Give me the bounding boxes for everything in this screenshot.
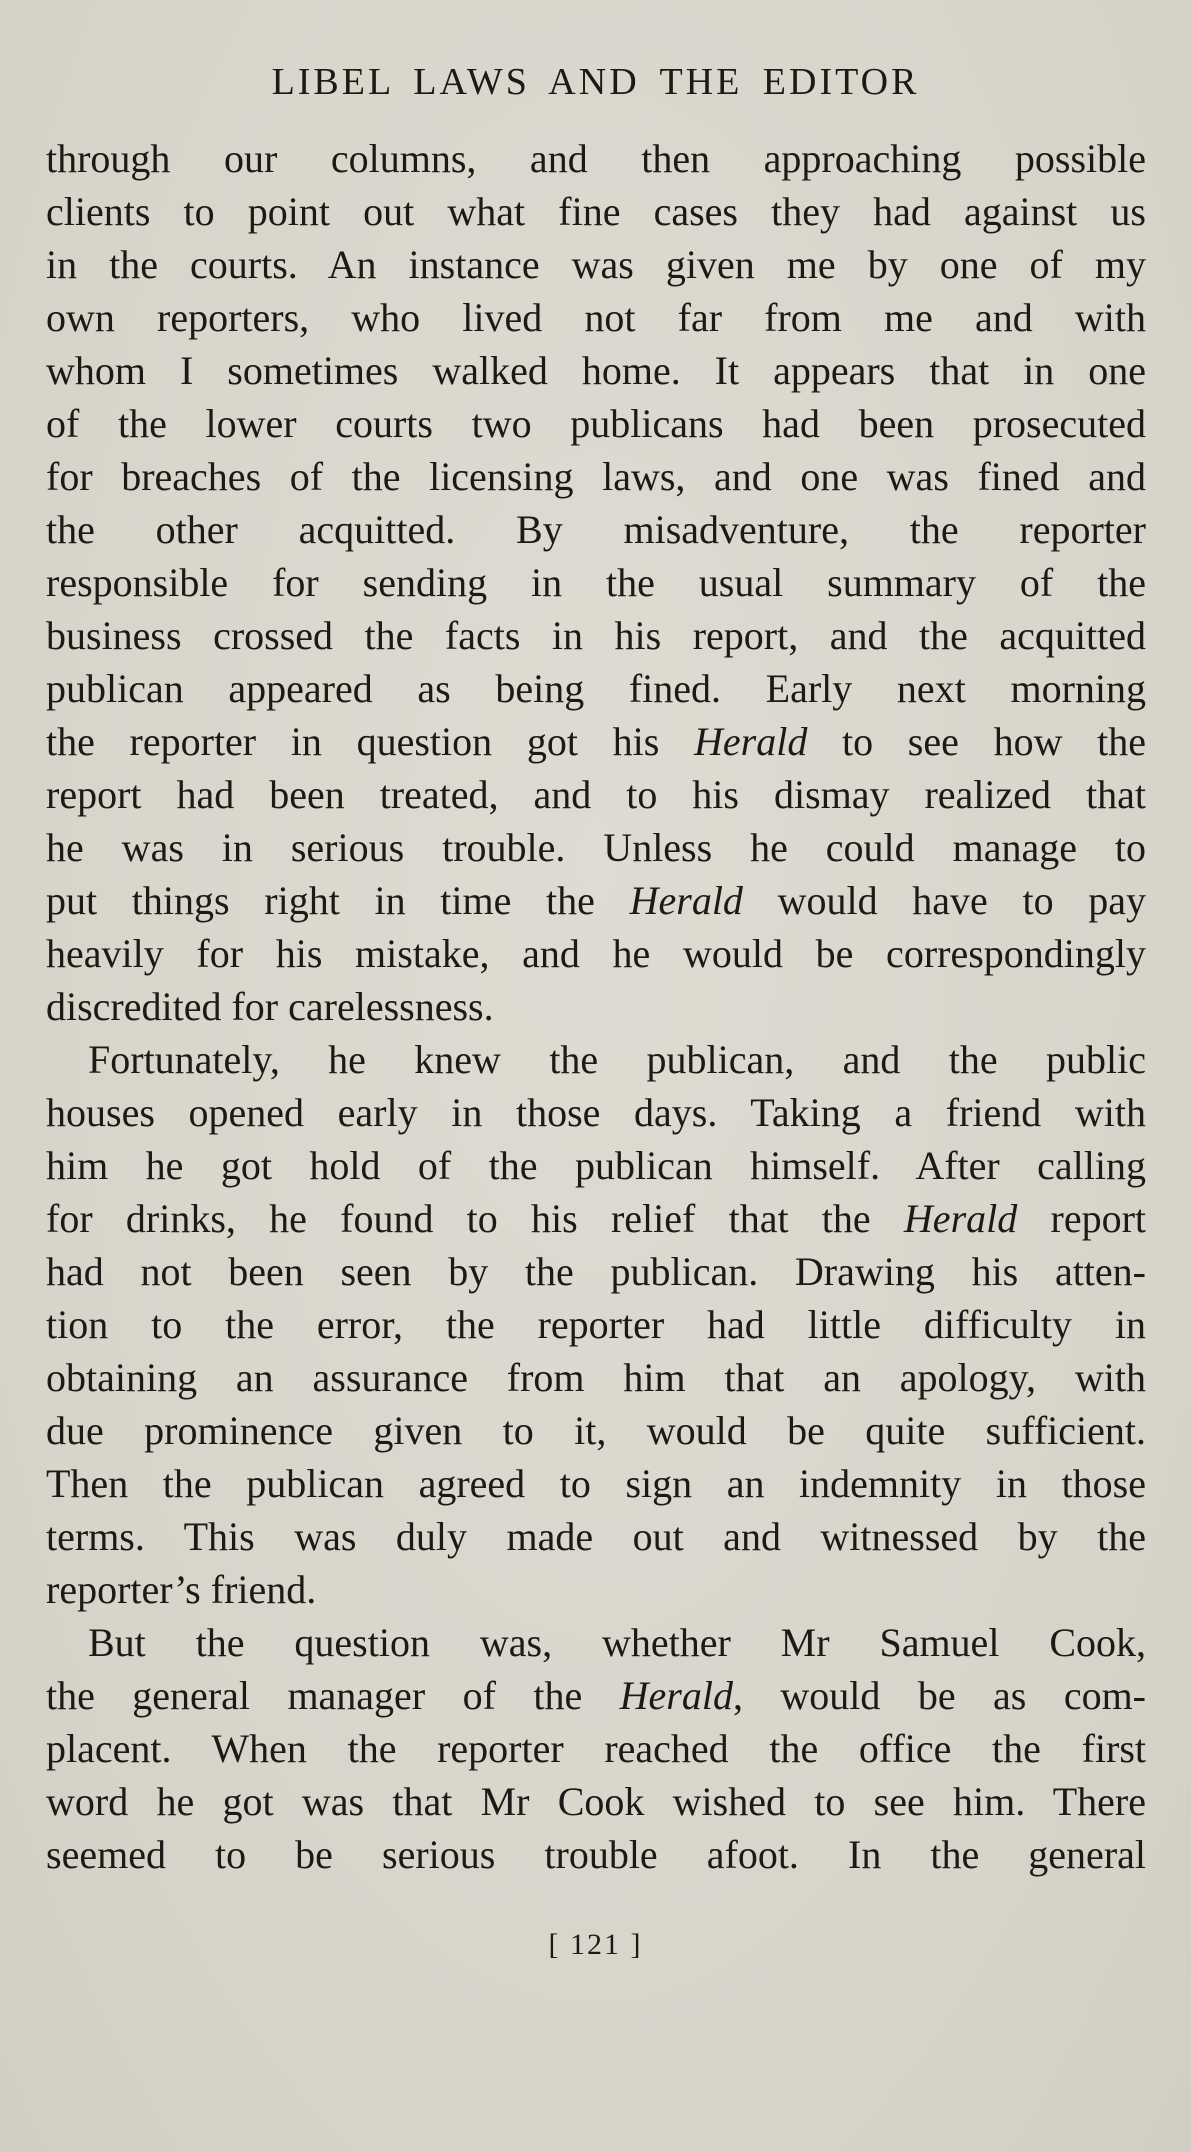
text-segment: put things right in time the xyxy=(46,878,595,923)
text-line xyxy=(46,874,1146,927)
text-line: business crossed the facts in his report, and the acquitted xyxy=(46,613,1146,658)
text-segment: to see how the xyxy=(842,719,1147,764)
text-line xyxy=(46,715,1146,768)
text-line: word he got was that Mr Cook wished to see him. There xyxy=(46,1779,1146,1824)
text-line: in the courts. An instance was given me by one of my xyxy=(46,242,1146,287)
text-line: of the lower courts two publicans had been prosecuted xyxy=(46,401,1146,446)
text-line: the other acquitted. By misadventure, the reporter xyxy=(46,507,1146,552)
text-line xyxy=(46,1192,1146,1245)
text-line: But the question was, whether Mr Samuel Cook, xyxy=(88,1620,1146,1665)
text-line: due prominence given to it, would be quite sufficient. xyxy=(46,1408,1146,1453)
text-line: reporter’s friend. xyxy=(46,1567,317,1612)
text-line: through our columns, and then approaching possible xyxy=(46,136,1146,181)
text-segment: the general manager of the xyxy=(46,1673,583,1718)
text-line: terms. This was duly made out and witnessed by the xyxy=(46,1514,1146,1559)
text-line: had not been seen by the publican. Drawing his atten- xyxy=(46,1249,1146,1294)
text-segment: report xyxy=(1050,1196,1147,1241)
text-line: clients to point out what fine cases they had against us xyxy=(46,189,1146,234)
text-line: houses opened early in those days. Taking a friend with xyxy=(46,1090,1146,1135)
text-line: he was in serious trouble. Unless he could manage to xyxy=(46,825,1146,870)
text-line: report had been treated, and to his dismay realized that xyxy=(46,772,1146,817)
text-line: obtaining an assurance from him that an apology, with xyxy=(46,1355,1146,1400)
text-line: publican appeared as being fined. Early next morning xyxy=(46,666,1146,711)
italic-title: Herald xyxy=(903,1196,1018,1241)
text-line: own reporters, who lived not far from me and with xyxy=(46,295,1146,340)
text-line: Fortunately, he knew the publican, and the public xyxy=(88,1037,1146,1082)
text-line: heavily for his mistake, and he would be correspondingly xyxy=(46,931,1146,976)
text-line: tion to the error, the reporter had little difficulty in xyxy=(46,1302,1146,1347)
italic-title: Herald xyxy=(629,878,743,923)
text-line: discredited for carelessness. xyxy=(46,984,494,1029)
text-segment: would have to pay xyxy=(777,878,1147,923)
text-line: responsible for sending in the usual summary of the xyxy=(46,560,1146,605)
body-text xyxy=(46,132,1146,1881)
text-line: seemed to be serious trouble afoot. In the general xyxy=(46,1832,1146,1877)
text-line: placent. When the reporter reached the office the first xyxy=(46,1726,1146,1771)
text-line: Then the publican agreed to sign an indemnity in those xyxy=(46,1461,1146,1506)
text-line: him he got hold of the publican himself. After calling xyxy=(46,1143,1146,1188)
text-line: whom I sometimes walked home. It appears that in one xyxy=(46,348,1146,393)
text-segment: the reporter in question got his xyxy=(46,719,660,764)
running-head: LIBEL LAWS AND THE EDITOR xyxy=(271,61,920,103)
text-line: for breaches of the licensing laws, and one was fined and xyxy=(46,454,1146,499)
italic-title: Herald xyxy=(619,1673,733,1718)
text-segment: , would be as com- xyxy=(732,1673,1147,1718)
italic-title: Herald xyxy=(694,719,808,764)
text-line xyxy=(46,1669,1146,1722)
text-segment: for drinks, he found to his relief that the xyxy=(46,1196,871,1241)
page-number: [ 121 ] xyxy=(548,1928,643,1961)
